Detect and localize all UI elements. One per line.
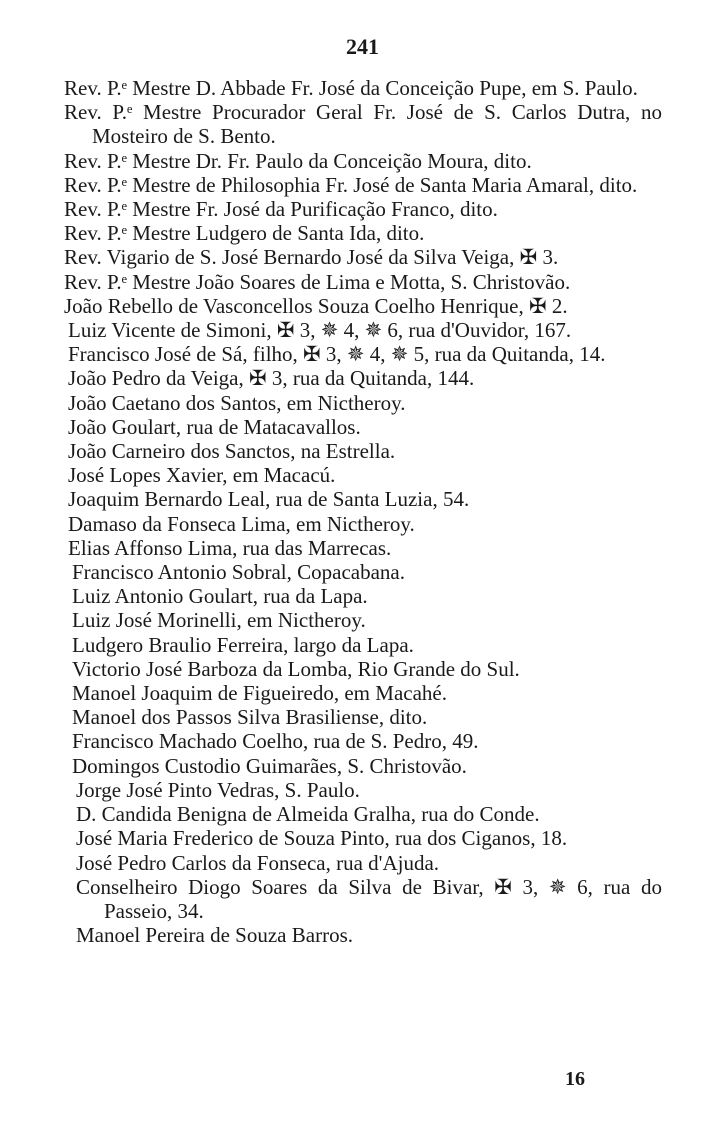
list-entry: Domingos Custodio Guimarães, S. Christovão. (72, 753, 467, 778)
list-entry: João Carneiro dos Sanctos, na Estrella. (68, 439, 396, 464)
list-entry: Manoel Joaquim de Figueiredo, em Macahé. (72, 681, 447, 706)
list-entry: José Maria Frederico de Souza Pinto, rua dos Ciganos, 18. (76, 826, 568, 851)
list-entry: João Caetano dos Santos, em Nictheroy. (68, 390, 406, 415)
list-entry: Francisco Machado Coelho, rua de S. Pedro, 49. (72, 729, 479, 754)
list-entry: Rev. P.ᵉ Mestre de Philosophia Fr. José de Santa Maria Amaral, dito. (64, 172, 638, 197)
list-entry: Rev. P.ᵉ Mestre Fr. José da Purificação Franco, dito. (64, 197, 498, 222)
list-entry: Rev. Vigario de S. José Bernardo José da Silva Veiga, ✠ 3. (64, 245, 559, 270)
list-entry: Francisco Antonio Sobral, Copacabana. (72, 560, 406, 585)
list-entry: Manoel Pereira de Souza Barros. (76, 923, 353, 948)
list-entry: Ludgero Braulio Ferreira, largo da Lapa. (72, 632, 414, 657)
list-entry: Joaquim Bernardo Leal, rua de Santa Luzia, 54. (68, 487, 470, 512)
list-entry: Rev. P.ᵉ Mestre Procurador Geral Fr. José de S. Carlos Dutra, no Mosteiro de S. Bento. (64, 100, 662, 149)
list-entry: José Lopes Xavier, em Macacú. (68, 463, 336, 488)
page-number: 241 (346, 34, 379, 59)
list-entry: Rev. P.ᵉ Mestre João Soares de Lima e Motta, S. Christovão. (64, 269, 571, 294)
list-entry: João Rebello de Vasconcellos Souza Coelho Henrique, ✠ 2. (64, 293, 568, 318)
name-list (64, 76, 662, 947)
list-entry: Conselheiro Diogo Soares da Silva de Bivar, ✠ 3, ✵ 6, rua do Passeio, 34. (76, 874, 662, 923)
list-entry: José Pedro Carlos da Fonseca, rua d'Ajuda. (76, 850, 440, 875)
list-entry: João Goulart, rua de Matacavallos. (68, 414, 361, 439)
list-entry: Jorge José Pinto Vedras, S. Paulo. (76, 777, 360, 802)
list-entry: D. Candida Benigna de Almeida Gralha, rua do Conde. (76, 802, 540, 827)
list-entry: João Pedro da Veiga, ✠ 3, rua da Quitanda, 144. (68, 366, 475, 391)
signature-mark: 16 (565, 1068, 585, 1090)
list-entry: Rev. P.ᵉ Mestre D. Abbade Fr. José da Conceição Pupe, em S. Paulo. (64, 76, 638, 100)
list-entry: Luiz Vicente de Simoni, ✠ 3, ✵ 4, ✵ 6, rua d'Ouvidor, 167. (68, 318, 572, 343)
list-entry: Rev. P.ᵉ Mestre Dr. Fr. Paulo da Conceição Moura, dito. (64, 148, 532, 173)
list-entry: Luiz José Morinelli, em Nictheroy. (72, 608, 366, 633)
list-entry: Luiz Antonio Goulart, rua da Lapa. (72, 584, 368, 609)
list-entry: Damaso da Fonseca Lima, em Nictheroy. (68, 511, 415, 536)
list-entry: Rev. P.ᵉ Mestre Ludgero de Santa Ida, dito. (64, 221, 425, 246)
list-entry: Elias Affonso Lima, rua das Marrecas. (68, 535, 392, 560)
list-entry: Francisco José de Sá, filho, ✠ 3, ✵ 4, ✵ 5, rua da Quitanda, 14. (68, 342, 606, 367)
list-entry: Manoel dos Passos Silva Brasiliense, dito. (72, 705, 428, 730)
list-entry: Victorio José Barboza da Lomba, Rio Grande do Sul. (72, 656, 520, 681)
